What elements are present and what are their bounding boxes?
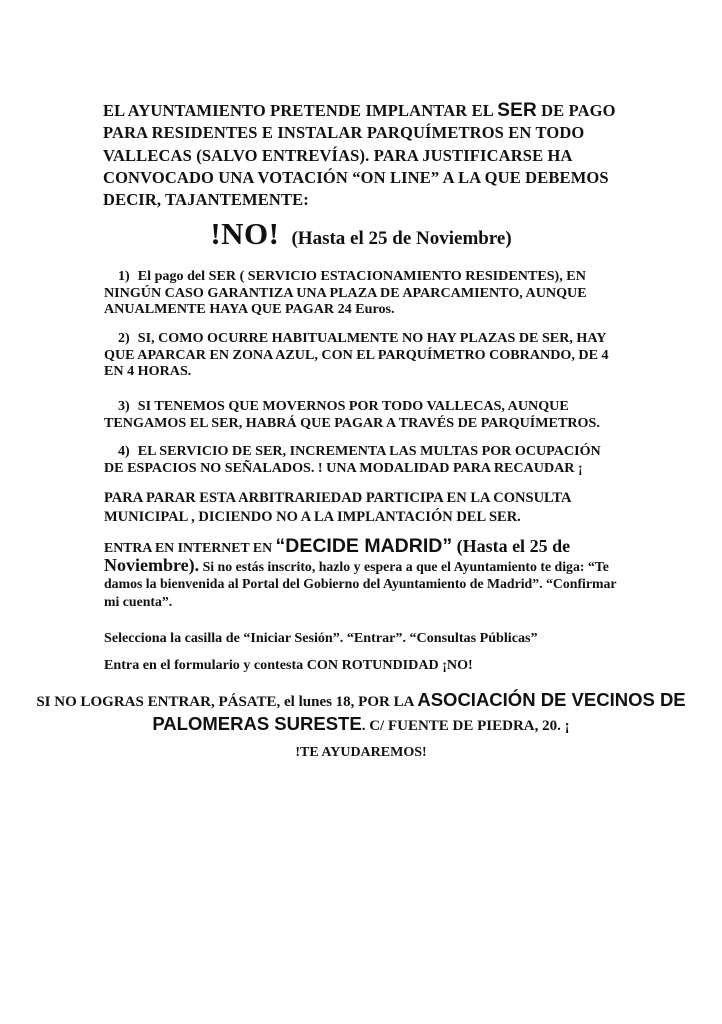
- headline: [0, 216, 722, 252]
- session-instructions: Selecciona la casilla de “Iniciar Sesión”. “Entrar”. “Consultas Públicas”: [104, 630, 538, 646]
- intro-text-end: DE PAGO PARA RESIDENTES E INSTALAR PARQUÍMETROS EN TODO VALLECAS (SALVO ENTREVÍAS). PARA JUSTIFICARSE HA CONVOCADO UNA VOTACIÓN “ON LINE” A LA QUE DEBEMOS DECIR, TAJANTEMENTE:: [103, 101, 616, 210]
- point-3: [104, 398, 618, 431]
- internet-prefix: ENTRA EN INTERNET EN: [104, 540, 276, 555]
- point-text: EL SERVICIO DE SER, INCREMENTA LAS MULTAS POR OCUPACIÓN DE ESPACIOS NO SEÑALADOS. ! UNA MODALIDAD PARA RECAUDAR ¡: [104, 443, 601, 476]
- internet-deadline: (Hasta el 25 de Noviembre).: [104, 536, 571, 575]
- point-text: El pago del SER ( SERVICIO ESTACIONAMIENTO RESIDENTES), EN NINGÚN CASO GARANTIZA UNA PLAZA DE APARCAMIENTO, AUNQUE ANUALMENTE HAYA QUE PAGAR 24 Euros.: [104, 268, 587, 318]
- headline-no: !NO!: [210, 216, 280, 251]
- point-number: 1): [118, 268, 130, 284]
- internet-instructions: [104, 535, 624, 610]
- call-to-action: PARA PARAR ESTA ARBITRARIEDAD PARTICIPA EN LA CONSULTA MUNICIPAL , DICIENDO NO A LA IMPLANTACIÓN DEL SER.: [104, 490, 571, 525]
- point-number: 4): [118, 443, 130, 459]
- association-address: . C/ FUENTE DE PIEDRA, 20. ¡: [361, 718, 570, 734]
- internet-instructions-text: Si no estás inscrito, hazlo y espera a que el Ayuntamiento te diga: “Te damos la bienvenida al Portal del Gobierno del Ayuntamiento de Madrid”. “Confirmar mi cuenta”.: [104, 558, 617, 609]
- visit-text-start: SI NO LOGRAS ENTRAR, PÁSATE, el lunes 18, POR LA: [36, 694, 418, 710]
- point-number: 3): [118, 398, 130, 414]
- visit-association: [0, 689, 722, 737]
- association-name: ASOCIACIÓN DE VECINOS DE PALOMERAS SURESTE: [152, 689, 686, 734]
- point-text: SI, COMO OCURRE HABITUALMENTE NO HAY PLAZAS DE SER, HAY QUE APARCAR EN ZONA AZUL, CON EL PARQUÍMETRO COBRANDO, DE 4 EN 4 HORAS.: [104, 330, 609, 380]
- form-instructions: Entra en el formulario y contesta CON ROTUNDIDAD ¡NO!: [104, 657, 473, 673]
- point-number: 2): [118, 330, 130, 346]
- decide-madrid-name: “DECIDE MADRID”: [275, 535, 453, 557]
- point-2: [104, 330, 618, 380]
- intro-text-start: EL AYUNTAMIENTO PRETENDE IMPLANTAR EL: [103, 101, 498, 120]
- point-text: SI TENEMOS QUE MOVERNOS POR TODO VALLECAS, AUNQUE TENGAMOS EL SER, HABRÁ QUE PAGAR A TRAVÉS DE PARQUÍMETROS.: [104, 398, 600, 431]
- intro-ser-word: SER: [497, 100, 537, 121]
- point-4: [104, 443, 618, 476]
- headline-deadline: (Hasta el 25 de Noviembre): [291, 228, 512, 249]
- point-1: [104, 268, 618, 318]
- help-closing: !TE AYUDAREMOS!: [295, 745, 427, 760]
- intro-paragraph: [103, 100, 623, 211]
